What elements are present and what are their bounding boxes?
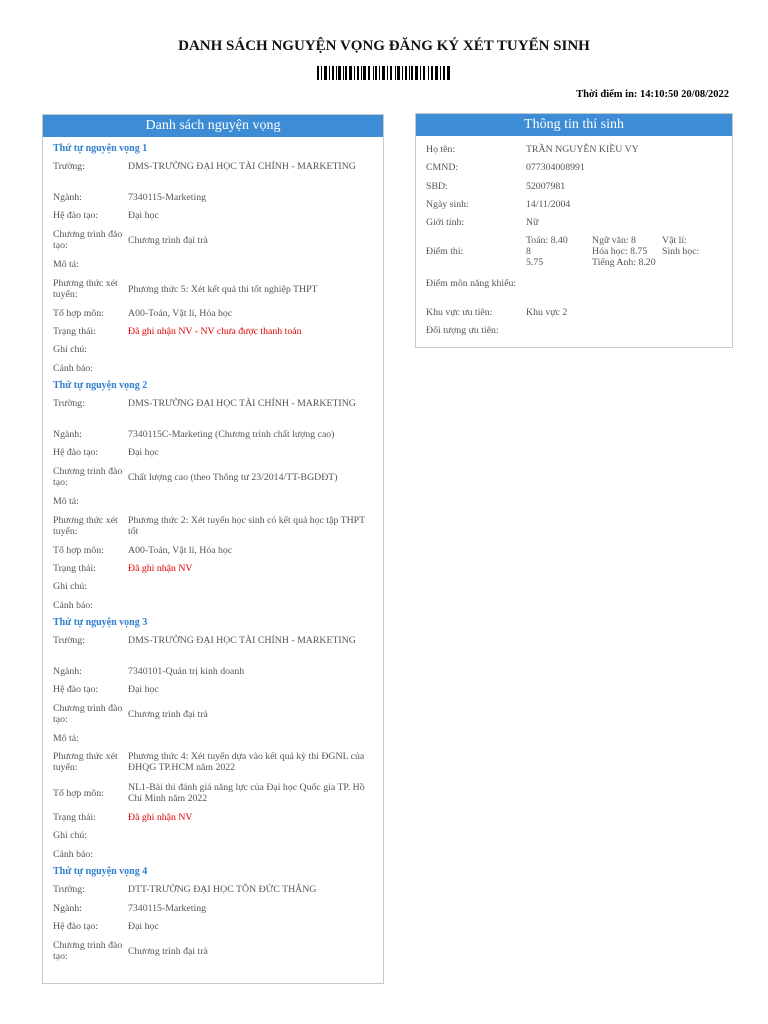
he-label: Hệ đào tạo:	[53, 447, 99, 458]
trangthai-value: Đã ghi nhận NV - NV chưa được thanh toán	[128, 326, 302, 337]
trangthai-value: Đã ghi nhận NV	[128, 812, 193, 823]
print-timestamp: Thời điểm in: 14:10:50 20/08/2022	[576, 89, 729, 100]
wish-1-ghichu	[53, 344, 373, 355]
wish-1-truong	[53, 161, 373, 172]
nangkhieu-row	[426, 278, 716, 289]
ctdt-value: Chương trình đại trà	[128, 234, 208, 246]
candidate-info-panel	[415, 113, 733, 348]
truong-value: DMS-TRƯỜNG ĐẠI HỌC TÀI CHÍNH - MARKETING	[128, 635, 356, 646]
scores-grid	[526, 235, 716, 268]
tohop-label: Tổ hợp môn:	[53, 545, 104, 556]
ctdt-value: Chương trình đại trà	[128, 708, 208, 720]
nganh-value: 7340115-Marketing	[128, 192, 206, 203]
phuongthuc-value: Phương thức 5: Xét kết quả thi tốt nghiệp THPT	[128, 283, 318, 295]
wish-4-nganh	[53, 903, 373, 914]
score-item: Ngữ văn: 8	[592, 235, 636, 246]
phuongthuc-label: Phương thức xét tuyển:	[53, 515, 118, 537]
truong-value: DMS-TRƯỜNG ĐẠI HỌC TÀI CHÍNH - MARKETING	[128, 161, 356, 172]
wish-1-canhbao	[53, 363, 373, 374]
wish-1-heading: Thứ tự nguyện vọng 1	[53, 143, 148, 154]
cmnd-label: CMND:	[426, 162, 459, 173]
sbd-value: 52007981	[526, 181, 566, 192]
score-item: Toán: 8.40	[526, 235, 568, 246]
he-label: Hệ đào tạo:	[53, 210, 99, 221]
wish-4-ctdt	[53, 940, 373, 962]
truong-label: Trường:	[53, 161, 85, 172]
mota-label: Mô tả:	[53, 259, 79, 270]
nganh-value: 7340115C-Marketing (Chương trình chất lượng cao)	[128, 429, 335, 440]
nganh-label: Ngành:	[53, 903, 82, 914]
score-item: 8	[526, 246, 531, 257]
wish-1-phuongthuc	[53, 278, 373, 300]
wish-4-truong	[53, 884, 373, 895]
wish-2-trangthai	[53, 563, 373, 574]
wish-3-nganh	[53, 666, 373, 677]
wish-4-heading: Thứ tự nguyện vọng 4	[53, 866, 148, 877]
wish-2-truong	[53, 398, 373, 409]
wish-1-ctdt	[53, 229, 373, 251]
ctdt-label: Chương trình đào tạo:	[53, 940, 123, 962]
nganh-value: 7340115-Marketing	[128, 903, 206, 914]
wish-2-heading: Thứ tự nguyện vọng 2	[53, 380, 148, 391]
he-label: Hệ đào tạo:	[53, 921, 99, 932]
he-value: Đại học	[128, 210, 159, 221]
canhbao-label: Cảnh báo:	[53, 363, 93, 374]
tohop-value: A00-Toán, Vật lí, Hóa học	[128, 545, 233, 556]
diemthi-row	[426, 235, 716, 268]
hoten-label: Họ tên:	[426, 144, 456, 155]
wish-2-phuongthuc	[53, 515, 373, 537]
gioitinh-row	[426, 217, 716, 228]
wish-2-he	[53, 447, 373, 458]
ctdt-label: Chương trình đào tạo:	[53, 229, 123, 251]
mota-label: Mô tả:	[53, 733, 79, 744]
hoten-row	[426, 144, 716, 155]
sbd-row	[426, 181, 716, 192]
wish-4-he	[53, 921, 373, 932]
page-title: DANH SÁCH NGUYỆN VỌNG ĐĂNG KÝ XÉT TUYỂN SINH	[178, 38, 590, 54]
canhbao-label: Cảnh báo:	[53, 600, 93, 611]
wish-3-phuongthuc	[53, 751, 373, 773]
phuongthuc-label: Phương thức xét tuyển:	[53, 278, 118, 300]
ctdt-label: Chương trình đào tạo:	[53, 703, 123, 725]
ghichu-label: Ghi chú:	[53, 581, 88, 592]
wish-3-tohop	[53, 782, 373, 804]
canhbao-label: Cảnh báo:	[53, 849, 93, 860]
score-item: Vật lí:	[662, 235, 687, 246]
wish-3-ctdt	[53, 703, 373, 725]
truong-label: Trường:	[53, 398, 85, 409]
ngaysinh-label: Ngày sinh:	[426, 199, 469, 210]
wish-3-ghichu	[53, 830, 373, 841]
khuvuc-label: Khu vực ưu tiên:	[426, 307, 493, 318]
he-value: Đại học	[128, 684, 159, 695]
wish-2-mota	[53, 496, 373, 507]
score-item: 5.75	[526, 257, 544, 268]
ngaysinh-row	[426, 199, 716, 210]
ngaysinh-value: 14/11/2004	[526, 199, 571, 210]
ghichu-label: Ghi chú:	[53, 830, 88, 841]
khuvuc-row	[426, 307, 716, 318]
trangthai-label: Trạng thái:	[53, 563, 96, 574]
tohop-label: Tổ hợp môn:	[53, 308, 104, 319]
score-item: Tiếng Anh: 8.20	[592, 257, 656, 268]
wish-2-nganh	[53, 429, 373, 440]
wish-3-mota	[53, 733, 373, 744]
score-item	[662, 257, 716, 268]
wish-3-trangthai	[53, 812, 373, 823]
doituong-row	[426, 325, 716, 336]
wish-1-he	[53, 210, 373, 221]
tohop-value: A00-Toán, Vật lí, Hóa học	[128, 308, 233, 319]
wish-1-tohop	[53, 308, 373, 319]
gioitinh-label: Giới tính:	[426, 217, 465, 228]
wish-1-nganh	[53, 192, 373, 203]
ghichu-label: Ghi chú:	[53, 344, 88, 355]
tohop-label: Tổ hợp môn:	[53, 787, 104, 799]
wish-3-heading: Thứ tự nguyện vọng 3	[53, 617, 148, 628]
candidate-info-header: Thông tin thí sinh	[416, 114, 732, 136]
trangthai-label: Trạng thái:	[53, 326, 96, 337]
wish-3-canhbao	[53, 849, 373, 860]
wish-1-mota	[53, 259, 373, 270]
truong-value: DMS-TRƯỜNG ĐẠI HỌC TÀI CHÍNH - MARKETING	[128, 398, 356, 409]
wish-2-ghichu	[53, 581, 373, 592]
wish-2-canhbao	[53, 600, 373, 611]
wish-2-tohop	[53, 545, 373, 556]
nganh-label: Ngành:	[53, 666, 82, 677]
ctdt-value: Chất lượng cao (theo Thông tư 23/2014/TT-BGDĐT)	[128, 471, 338, 483]
phuongthuc-label: Phương thức xét tuyển:	[53, 751, 118, 773]
he-label: Hệ đào tạo:	[53, 684, 99, 695]
doituong-label: Đối tượng ưu tiên:	[426, 325, 499, 336]
score-item: Hóa học: 8.75	[592, 246, 648, 257]
trangthai-value: Đã ghi nhận NV	[128, 563, 193, 574]
nangkhieu-label: Điểm môn năng khiếu:	[426, 278, 517, 289]
gioitinh-value: Nữ	[526, 217, 539, 228]
truong-label: Trường:	[53, 635, 85, 646]
hoten-value: TRẦN NGUYỄN KIỀU VY	[526, 144, 639, 155]
wish-3-truong	[53, 635, 373, 646]
cmnd-row	[426, 162, 716, 173]
wish-1-trangthai	[53, 326, 373, 337]
ctdt-label: Chương trình đào tạo:	[53, 466, 123, 488]
diemthi-label: Điểm thi:	[426, 246, 464, 257]
he-value: Đại học	[128, 447, 159, 458]
wish-list-panel	[42, 114, 384, 984]
mota-label: Mô tả:	[53, 496, 79, 507]
truong-label: Trường:	[53, 884, 85, 895]
wish-list-header: Danh sách nguyện vọng	[43, 115, 383, 137]
khuvuc-value: Khu vực 2	[526, 307, 568, 318]
sbd-label: SBD:	[426, 181, 448, 192]
wish-3-he	[53, 684, 373, 695]
phuongthuc-value: Phương thức 2: Xét tuyển học sinh có kết quả học tập THPT tốt	[128, 515, 365, 537]
tohop-value: NL1-Bài thi đánh giá năng lực của Đại học Quốc gia TP. Hồ Chí Minh năm 2022	[128, 782, 365, 804]
phuongthuc-value: Phương thức 4: Xét tuyển dựa vào kết quả kỳ thi ĐGNL của ĐHQG TP.HCM năm 2022	[128, 751, 365, 773]
cmnd-value: 077304008991	[526, 162, 585, 173]
truong-value: DTT-TRƯỜNG ĐẠI HỌC TÔN ĐỨC THẮNG	[128, 884, 317, 895]
trangthai-label: Trạng thái:	[53, 812, 96, 823]
nganh-value: 7340101-Quản trị kinh doanh	[128, 666, 245, 677]
score-item: Sinh học:	[662, 246, 700, 257]
nganh-label: Ngành:	[53, 192, 82, 203]
wish-2-ctdt	[53, 466, 373, 488]
he-value: Đại học	[128, 921, 159, 932]
nganh-label: Ngành:	[53, 429, 82, 440]
barcode	[317, 66, 451, 80]
ctdt-value: Chương trình đại trà	[128, 945, 208, 957]
